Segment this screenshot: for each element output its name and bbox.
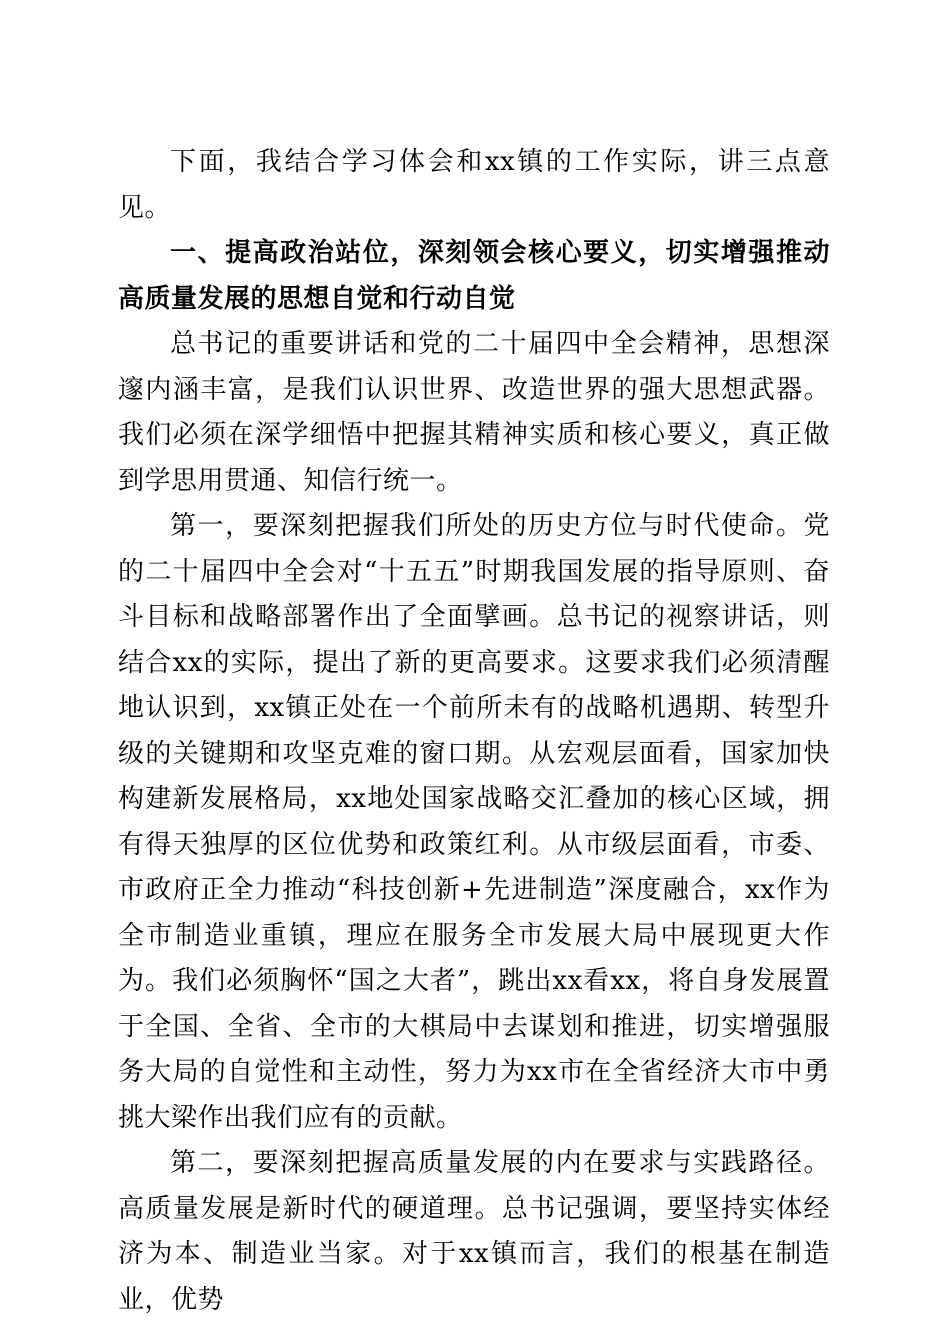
- section-1-heading: 一、提高政治站位，深刻领会核心要义，切实增强推动高质量发展的思想自觉和行动自觉: [118, 238, 830, 314]
- section-1-paragraph-1: 总书记的重要讲话和党的二十届四中全会精神，思想深邃内涵丰富，是我们认识世界、改造世界的强大思想武器。我们必须在深学细悟中把握其精神实质和核心要义，真正做到学思用贯通、知信行统一。: [118, 329, 830, 496]
- intro-paragraph: 下面，我结合学习体会和xx镇的工作实际，讲三点意见。: [118, 147, 830, 223]
- section-1-paragraph-2: 第一，要深刻把握我们所处的历史方位与时代使命。党的二十届四中全会对“十五五”时期我国发展的指导原则、奋斗目标和战略部署作出了全面擘画。总书记的视察讲话，则结合xx的实际，提出了新的更高要求。这要求我们必须清醒地认识到，xx镇正处在一个前所未有的战略机遇期、转型升级的关键期和攻坚克难的窗口期。从宏观层面看，国家加快构建新发展格局，xx地处国家战略交汇叠加的核心区域，拥有得天独厚的区位优势和政策红利。从市级层面看，市委、市政府正全力推动“科技创新+先进制造”深度融合，xx作为全市制造业重镇，理应在服务全市发展大局中展现更大作为。我们必须胸怀“国之大者”，跳出xx看xx，将自身发展置于全国、全省、全市的大棋局中去谋划和推进，切实增强服务大局的自觉性和主动性，努力为xx市在全省经济大市中勇挑大梁作出我们应有的贡献。: [118, 511, 830, 1133]
- section-1-paragraph-3: 第二，要深刻把握高质量发展的内在要求与实践路径。高质量发展是新时代的硬道理。总书记强调，要坚持实体经济为本、制造业当家。对于xx镇而言，我们的根基在制造业，优势: [118, 1148, 830, 1315]
- document-body: [118, 140, 830, 1323]
